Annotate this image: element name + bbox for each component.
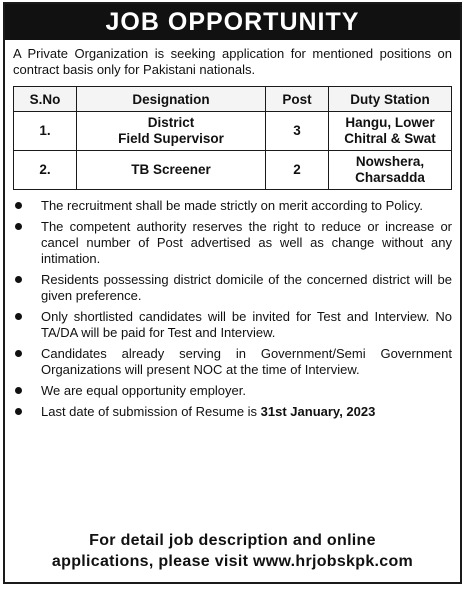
bullet-icon: [15, 313, 22, 320]
designation-line: District: [147, 115, 195, 130]
bullet-icon: [15, 350, 22, 357]
designation-line: TB Screener: [131, 162, 211, 177]
table-row: [14, 112, 452, 151]
cell-designation: [77, 151, 266, 190]
column-header-duty-station: Duty Station: [329, 87, 452, 112]
intro-text: A Private Organization is seeking application for mentioned positions on contract basis only for Pakistani nationals.: [13, 46, 452, 77]
cell-duty-station: [329, 151, 452, 190]
bullet-icon: [15, 202, 22, 209]
column-header-sno: S.No: [14, 87, 77, 112]
list-item: Candidates already serving in Government/Semi Government Organizations will present NOC at the time of Interview.: [13, 346, 452, 378]
cell-duty-station: [329, 112, 452, 151]
column-header-post: Post: [266, 87, 329, 112]
cell-sno: 1.: [14, 112, 77, 151]
list-item: The recruitment shall be made strictly on merit according to Policy.: [13, 198, 452, 214]
station-line: Hangu, Lower: [345, 115, 435, 130]
column-header-designation: Designation: [77, 87, 266, 112]
list-item: Only shortlisted candidates will be invited for Test and Interview. No TA/DA will be paid for Test and Interview.: [13, 309, 452, 341]
footer-line: For detail job description and online: [89, 532, 376, 549]
list-item-last-date: Last date of submission of Resume is 31st January, 2023: [13, 404, 452, 420]
bullet-icon: [15, 387, 22, 394]
job-advertisement: [3, 2, 462, 584]
designation-line: Field Supervisor: [118, 131, 224, 146]
page-title: JOB OPPORTUNITY: [5, 4, 460, 40]
station-line: Chitral & Swat: [344, 131, 436, 146]
last-date: 31st January, 2023: [260, 404, 376, 419]
table-row: [14, 151, 452, 190]
station-line: Charsadda: [355, 170, 425, 185]
list-item: We are equal opportunity employer.: [13, 383, 452, 399]
table-header-row: [14, 87, 452, 112]
footer-note: [5, 530, 460, 572]
list-item: Residents possessing district domicile of the concerned district will be given preference.: [13, 272, 452, 304]
bullet-icon: [15, 408, 22, 415]
cell-designation: [77, 112, 266, 151]
bullet-icon: [15, 223, 22, 230]
cell-sno: 2.: [14, 151, 77, 190]
cell-post: 3: [266, 112, 329, 151]
bullet-icon: [15, 276, 22, 283]
list-item: The competent authority reserves the right to reduce or increase or cancel number of Post advertised as well as change without any intimation.: [13, 219, 452, 267]
positions-table: [13, 86, 452, 190]
footer-line: applications, please visit www.hrjobskpk.com: [51, 553, 414, 570]
cell-post: 2: [266, 151, 329, 190]
terms-list: [5, 198, 460, 420]
station-line: Nowshera,: [355, 154, 425, 169]
